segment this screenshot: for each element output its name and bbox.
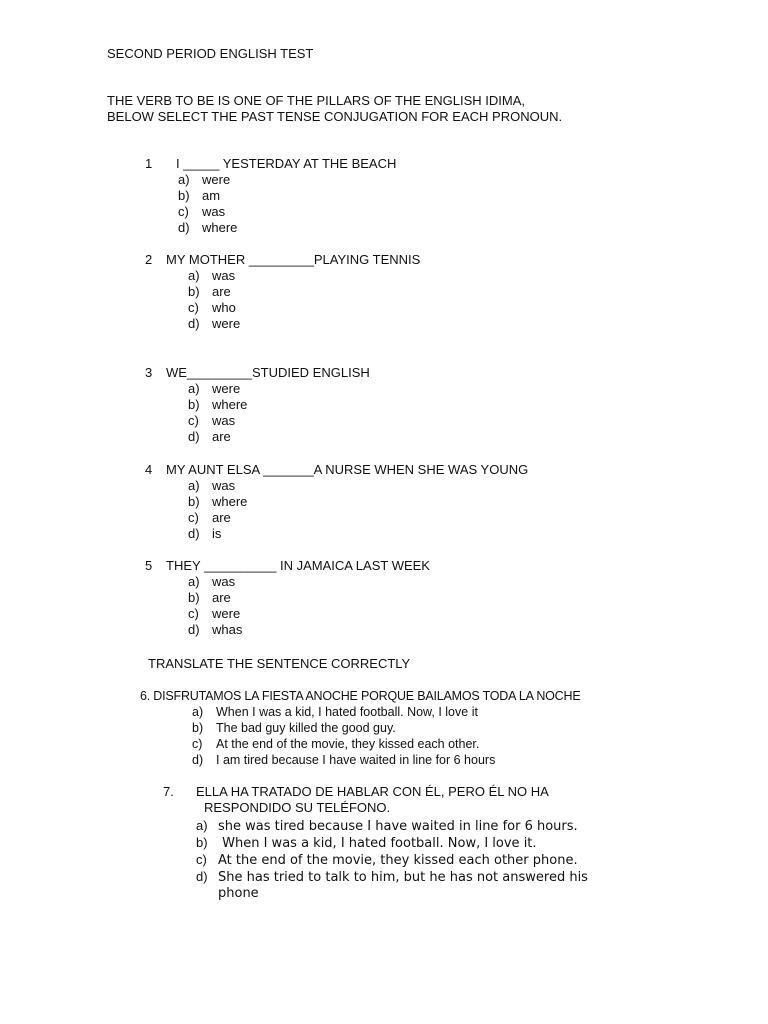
option-letter: d) [178, 220, 190, 235]
question-1-prompt [145, 156, 396, 172]
option-a[interactable] [178, 172, 396, 188]
option-d[interactable] [188, 429, 370, 445]
question-number: 1 [145, 156, 153, 171]
option-a[interactable] [188, 268, 420, 284]
question-text: WE_________STUDIED ENGLISH [166, 365, 370, 380]
question-number: 5 [145, 558, 153, 573]
question-number: 4 [145, 462, 153, 477]
option-d[interactable] [178, 220, 396, 236]
option-text: are [212, 590, 231, 605]
option-letter: c) [188, 606, 199, 621]
option-c[interactable] [188, 413, 370, 429]
option-d[interactable] [188, 316, 420, 332]
option-letter: b) [196, 835, 208, 850]
option-c[interactable] [188, 300, 420, 316]
option-text: were [202, 172, 231, 187]
option-text: are [212, 510, 231, 525]
instructions-line-2: BELOW SELECT THE PAST TENSE CONJUGATION FOR EACH PRONOUN. [107, 109, 563, 124]
option-letter: d) [192, 753, 204, 767]
option-letter: d) [196, 869, 208, 884]
question-6-prompt: 6. DISFRUTAMOS LA FIESTA ANOCHE PORQUE BAILAMOS TODA LA NOCHE [140, 689, 581, 703]
option-letter: b) [188, 590, 200, 605]
option-letter: a) [192, 705, 204, 719]
option-letter: b) [178, 188, 190, 203]
question-4 [145, 462, 528, 542]
option-c[interactable] [178, 204, 396, 220]
instructions [107, 93, 562, 125]
option-letter: b) [188, 284, 200, 299]
option-letter: a) [178, 172, 190, 187]
option-b[interactable] [196, 834, 588, 851]
option-d-continuation [196, 885, 588, 902]
option-text: The bad guy killed the good guy. [216, 721, 396, 735]
question-text-line-2: RESPONDIDO SU TELÉFONO. [204, 800, 391, 815]
option-letter: c) [188, 300, 199, 315]
option-text: is [212, 526, 222, 541]
options-list [178, 172, 396, 236]
option-letter: c) [196, 852, 207, 867]
option-letter: a) [188, 478, 200, 493]
option-text: am [202, 188, 221, 203]
question-3 [145, 365, 370, 445]
options-list [188, 574, 430, 638]
option-text: When I was a kid, I hated football. Now, I love it [216, 705, 478, 719]
option-a[interactable] [196, 817, 588, 834]
option-letter: c) [178, 204, 189, 219]
option-letter: c) [188, 413, 199, 428]
option-text: are [212, 429, 231, 444]
option-letter: d) [188, 526, 200, 541]
question-2-prompt [145, 252, 420, 268]
question-number: 7. [163, 784, 174, 799]
question-7 [163, 784, 588, 902]
option-text: were [212, 381, 241, 396]
option-text: who [212, 300, 236, 315]
option-text: where [212, 494, 248, 509]
option-letter: c) [192, 737, 203, 751]
option-b[interactable] [192, 720, 580, 736]
option-letter: c) [188, 510, 199, 525]
option-text: was [212, 268, 236, 283]
options-list [188, 381, 370, 445]
option-letter: b) [188, 494, 200, 509]
question-3-prompt [145, 365, 370, 381]
option-text: were [212, 606, 241, 621]
question-text: I _____ YESTERDAY AT THE BEACH [176, 156, 397, 171]
option-text: were [212, 316, 241, 331]
question-text-line-1: ELLA HA TRATADO DE HABLAR CON ÉL, PERO ÉL NO HA [196, 784, 549, 799]
option-text: was [202, 204, 226, 219]
option-text: She has tried to talk to him, but he has not answered his [218, 870, 588, 885]
option-text: was [212, 413, 236, 428]
option-letter: a) [196, 818, 208, 833]
option-b[interactable] [188, 284, 420, 300]
option-d[interactable] [192, 752, 580, 768]
option-text: where [202, 220, 238, 235]
option-text: she was tired because I have waited in line for 6 hours. [218, 819, 578, 834]
option-text: When I was a kid, I hated football. Now, I love it. [218, 836, 537, 851]
option-text: phone [218, 886, 259, 901]
option-text: are [212, 284, 231, 299]
option-letter: d) [188, 316, 200, 331]
page-title: SECOND PERIOD ENGLISH TEST [107, 46, 314, 61]
option-text: At the end of the movie, they kissed each other phone. [218, 853, 578, 868]
option-b[interactable] [188, 590, 430, 606]
option-letter: d) [188, 429, 200, 444]
question-text: MY MOTHER _________PLAYING TENNIS [166, 252, 421, 267]
question-5 [145, 558, 430, 638]
question-text: THEY __________ IN JAMAICA LAST WEEK [166, 558, 430, 573]
options-list [192, 704, 580, 768]
option-b[interactable] [188, 397, 370, 413]
option-a[interactable] [188, 381, 370, 397]
option-letter: d) [188, 622, 200, 637]
option-b[interactable] [178, 188, 396, 204]
option-c[interactable] [192, 736, 580, 752]
option-letter: b) [192, 721, 204, 735]
option-text: was [212, 478, 236, 493]
question-2 [145, 252, 420, 332]
options-list [188, 478, 528, 542]
question-7-prompt [163, 784, 588, 800]
options-list [196, 817, 588, 902]
option-letter: b) [188, 397, 200, 412]
option-a[interactable] [192, 704, 580, 720]
option-c[interactable] [196, 851, 588, 868]
question-number: 3 [145, 365, 153, 380]
instructions-line-1: THE VERB TO BE IS ONE OF THE PILLARS OF THE ENGLISH IDIMA, [107, 93, 526, 108]
option-letter: a) [188, 381, 200, 396]
question-1 [145, 156, 396, 236]
question-6 [140, 688, 580, 768]
option-text: was [212, 574, 236, 589]
option-d[interactable] [188, 526, 528, 542]
option-text: whas [212, 622, 243, 637]
options-list [188, 268, 420, 332]
question-text: MY AUNT ELSA _______A NURSE WHEN SHE WAS YOUNG [166, 462, 529, 477]
option-c[interactable] [188, 606, 430, 622]
question-5-prompt [145, 558, 430, 574]
option-b[interactable] [188, 494, 528, 510]
question-4-prompt [145, 462, 528, 478]
option-text: I am tired because I have waited in line for 6 hours [216, 753, 496, 767]
translate-heading: TRANSLATE THE SENTENCE CORRECTLY [148, 656, 411, 671]
option-a[interactable] [188, 478, 528, 494]
question-number: 2 [145, 252, 153, 267]
option-d[interactable] [196, 868, 588, 885]
option-a[interactable] [188, 574, 430, 590]
option-letter: a) [188, 268, 200, 283]
option-d[interactable] [188, 622, 430, 638]
option-text: At the end of the movie, they kissed each other. [216, 737, 480, 751]
option-letter: a) [188, 574, 200, 589]
option-c[interactable] [188, 510, 528, 526]
option-text: where [212, 397, 248, 412]
